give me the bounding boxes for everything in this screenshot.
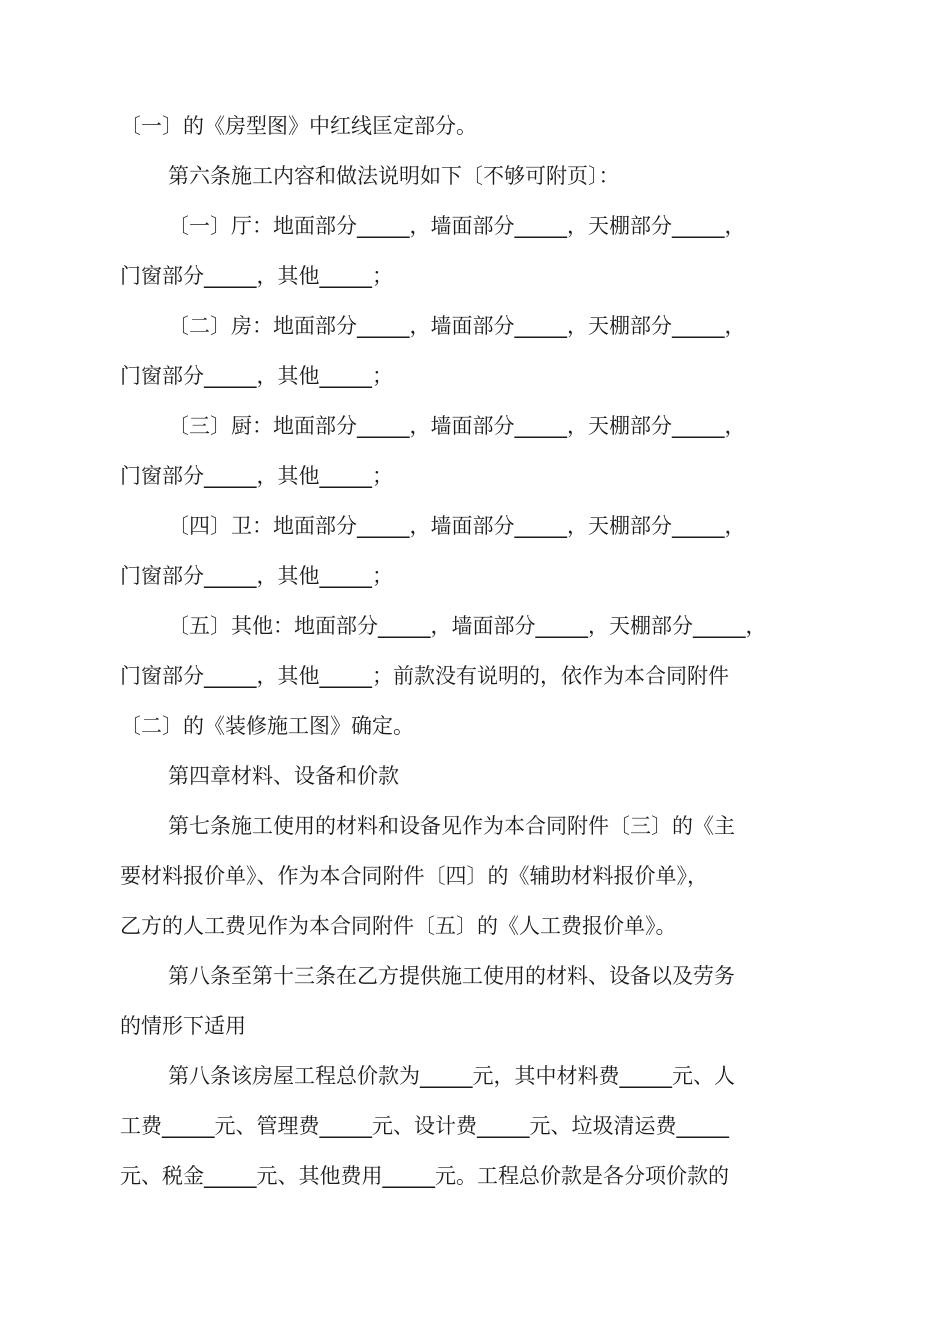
text-line: 乙方的人工费见作为本合同附件〔五〕的《人工费报价单》。 [120, 914, 677, 938]
text-line: 〔二〕的《装修施工图》确定。 [120, 714, 414, 738]
text-line: 〔一〕的《房型图》中红线匡定部分。 [120, 114, 477, 138]
text-line: 门窗部分_____，其他_____； [120, 264, 393, 288]
text-line: 〔五〕其他：地面部分_____，墙面部分_____，天棚部分_____， [168, 614, 767, 638]
text-line: 〔一〕厅：地面部分_____，墙面部分_____，天棚部分_____， [168, 214, 746, 238]
text-line: 元、税金_____元、其他费用_____元。工程总价款是各分项价款的 [120, 1164, 729, 1188]
text-line: 第八条至第十三条在乙方提供施工使用的材料、设备以及劳务 [168, 964, 735, 988]
text-line: 门窗部分_____，其他_____； [120, 464, 393, 488]
text-line: 〔二〕房：地面部分_____，墙面部分_____，天棚部分_____， [168, 314, 746, 338]
text-line: 第六条施工内容和做法说明如下〔不够可附页〕： [168, 164, 620, 188]
text-line: 工费_____元、管理费_____元、设计费_____元、垃圾清运费_____ [120, 1114, 729, 1138]
text-line: 门窗部分_____，其他_____； [120, 564, 393, 588]
text-line: 第八条该房屋工程总价款为_____元，其中材料费_____元、人 [168, 1064, 735, 1088]
text-line: 门窗部分_____，其他_____； [120, 364, 393, 388]
text-line: 〔三〕厨：地面部分_____，墙面部分_____，天棚部分_____， [168, 414, 746, 438]
text-line: 第七条施工使用的材料和设备见作为本合同附件〔三〕的《主 [168, 814, 735, 838]
text-line: 门窗部分_____，其他_____；前款没有说明的，依作为本合同附件 [120, 664, 729, 688]
text-line: 〔四〕卫：地面部分_____，墙面部分_____，天棚部分_____， [168, 514, 746, 538]
chapter-heading: 第四章材料、设备和价款 [168, 764, 399, 788]
text-line: 的情形下适用 [120, 1014, 246, 1038]
text-line: 要材料报价单》、作为本合同附件〔四〕的《辅助材料报价单》， [120, 864, 708, 888]
